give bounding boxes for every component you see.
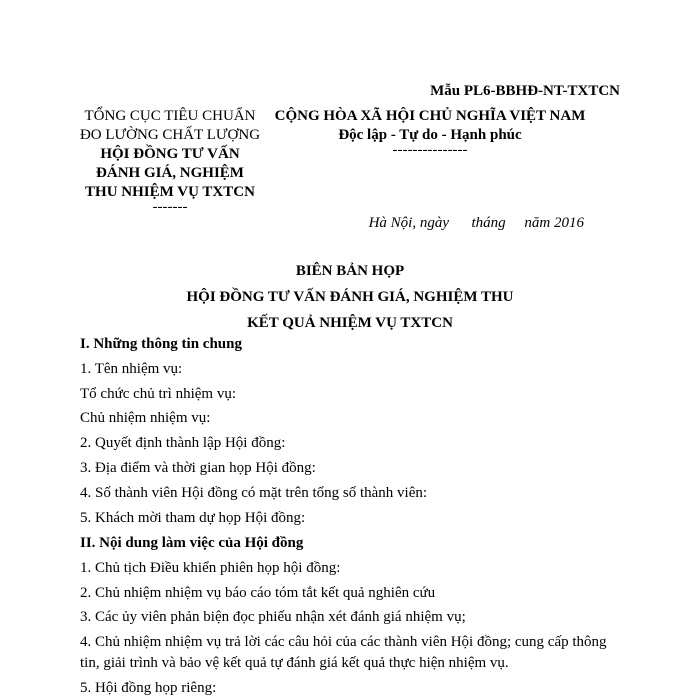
form-code: Mẫu PL6-BBHĐ-NT-TXTCN [430,83,620,99]
title-line2: HỘI ĐỒNG TƯ VẤN ĐÁNH GIÁ, NGHIỆM THU [186,289,514,305]
national-motto: Độc lập - Tự do - Hạnh phúc [338,127,522,143]
section1-item: Chủ nhiệm nhiệm vụ: [80,410,211,426]
council-name-line2: ĐÁNH GIÁ, NGHIỆM [96,165,244,181]
section2-item: 2. Chủ nhiệm nhiệm vụ báo cáo tóm tắt kết quả nghiên cứu [80,585,436,601]
section1-item: 5. Khách mời tham dự họp Hội đồng: [80,510,306,526]
title-line3: KẾT QUẢ NHIỆM VỤ TXTCN [247,315,453,331]
left-header-divider: ------- [152,199,188,215]
right-header-divider: --------------- [392,142,468,158]
section2-item: 3. Các ủy viên phản biện đọc phiếu nhận xét đánh giá nhiệm vụ; [80,609,466,625]
section2-item: 1. Chủ tịch Điều khiển phiên họp hội đồng: [80,560,341,576]
section2-item: tin, giải trình và bảo vệ kết quả tự đánh giá kết quả thực hiện nhiệm vụ. [80,655,509,671]
right-header [265,107,595,158]
section1-item: 4. Số thành viên Hội đồng có mặt trên tổng số thành viên: [80,485,428,501]
section1-item: Tổ chức chủ trì nhiệm vụ: [80,386,237,402]
section2-item: 5. Hội đồng họp riêng: [80,680,217,696]
section1-item: 1. Tên nhiệm vụ: [80,361,183,377]
section1-item: 3. Địa điểm và thời gian họp Hội đồng: [80,460,316,476]
section2-heading: II. Nội dung làm việc của Hội đồng [80,535,304,551]
left-header [78,107,262,215]
place-date: Hà Nội, ngày tháng năm 2016 [368,215,584,231]
section2-item: 4. Chủ nhiệm nhiệm vụ trả lời các câu hỏi của các thành viên Hội đồng; cung cấp thông [80,634,607,650]
org-name-line2: ĐO LƯỜNG CHẤT LƯỢNG [79,127,261,143]
document-title [0,258,700,336]
title-line1: BIÊN BẢN HỌP [295,263,405,279]
council-name-line3: THU NHIỆM VỤ TXTCN [85,184,255,200]
council-name-line1: HỘI ĐỒNG TƯ VẤN [100,146,240,162]
republic-name: CỘNG HÒA XÃ HỘI CHỦ NGHĨA VIỆT NAM [274,108,586,124]
section1-item: 2. Quyết định thành lập Hội đồng: [80,435,286,451]
org-name-line1: TỔNG CỤC TIÊU CHUẨN [84,108,256,124]
section1-heading: I. Những thông tin chung [80,336,242,352]
